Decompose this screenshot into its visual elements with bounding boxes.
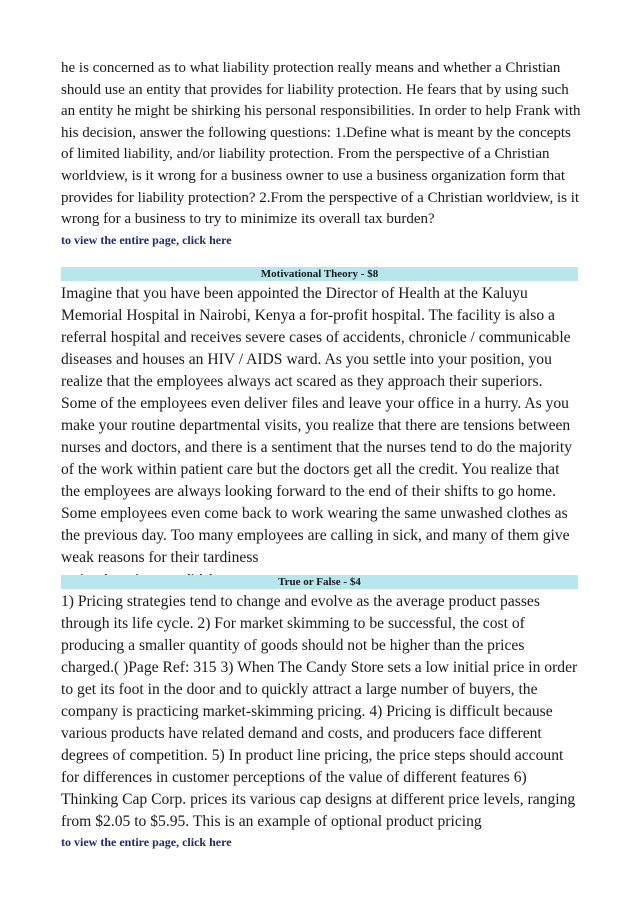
section-paragraph: Imagine that you have been appointed the Director of Health at the Kaluyu Memorial Hospital in Nairobi, Kenya a for-profit hospital. The facility is also a referral hospital and receives severe cases of accidents, chronicle / communicable diseases and houses an HIV / AIDS ward. As you settle into your position, you realize that the employees always act scared as they approach their superiors. Some of the employees even deliver files and leave your office in a hurry. As you make your routine departmental visits, you realize that there are tensions between nurses and doctors, and there is a sentiment that the nurses tend to do the majority of the work within patient care but the doctors get all the credit. You realize that the employees are always looking forward to the end of their shifts to go home. Some employees even come back to work wearing the same unwashed clothes as the previous day. Too many employees are calling in sick, and many of them give weak reasons for their tardiness xyxy=(61,285,573,566)
section-view-entire-page-link[interactable]: to view the entire page, click here xyxy=(61,835,232,849)
intro-block xyxy=(61,58,581,248)
section-header: Motivational Theory - $8 xyxy=(61,267,578,281)
section-motivational-theory xyxy=(61,267,578,586)
intro-view-entire-page-link[interactable]: to view the entire page, click here xyxy=(61,232,232,247)
intro-paragraph: he is concerned as to what liability protection really means and whether a Christian should use an entity that provides for liability protection. He fears that by using such an entity he might be shirking his personal responsibilities. In order to help Frank with his decision, answer the following questions: 1.Define what is meant by the concepts of limited liability, and/or liability protection. From the perspective of a Christian worldview, is it wrong for a business owner to use a business organization form that provides for liability protection? 2.From the perspective of a Christian worldview, is it wrong for a business to try to minimize its overall tax burden? xyxy=(61,60,581,228)
section-paragraph: 1) Pricing strategies tend to change and evolve as the average product passes through its life cycle. 2) For market skimming to be successful, the cost of producing a smaller quantity of goods should not be higher than the prices charged.( )Page Ref: 315 3) When The Candy Store sets a low initial price in order to get its foot in the door and to quickly attract a large number of buyers, the company is practicing market-skimming pricing. 4) Pricing is difficult because various products have related demand and costs, and producers face different degrees of competition. 5) In product line pricing, the price steps should account for differences in customer perceptions of the value of different features 6) Thinking Cap Corp. prices its various cap designs at different price levels, ranging from $2.05 to $5.95. This is an example of optional product pricing xyxy=(61,593,578,830)
section-header: True or False - $4 xyxy=(61,575,578,589)
section-true-or-false xyxy=(61,575,578,850)
